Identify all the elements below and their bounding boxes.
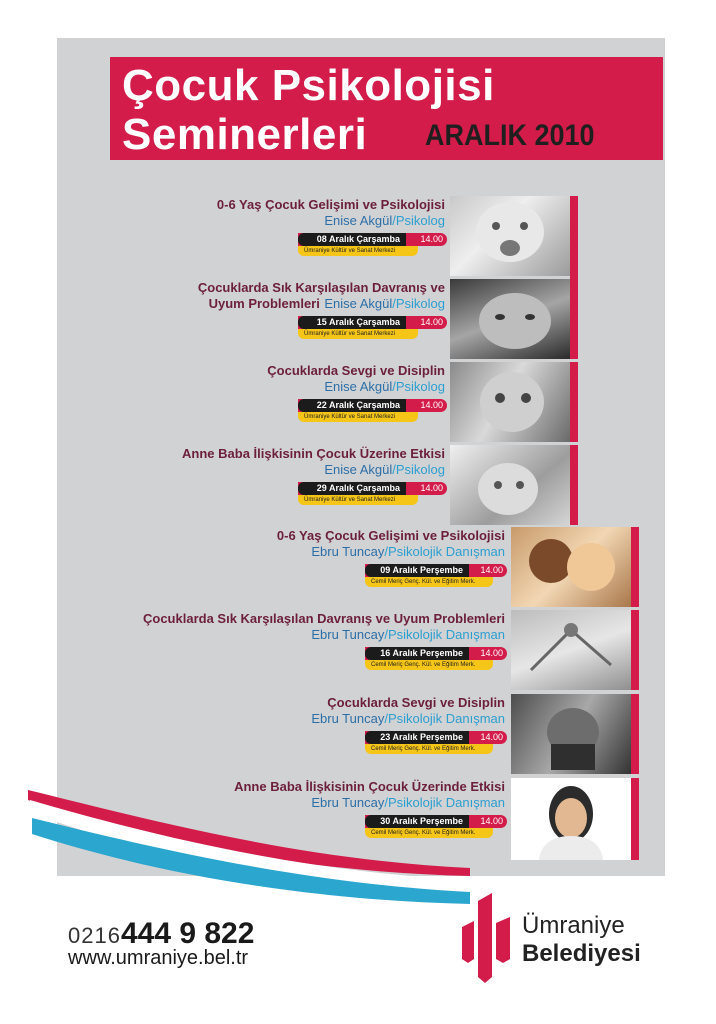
- seminar-speaker: Enise Akgül: [324, 462, 393, 477]
- seminar-photo: [511, 527, 631, 607]
- seminar-date: 09 Aralık Perşembe: [365, 564, 469, 577]
- website-link[interactable]: www.umraniye.bel.tr: [68, 947, 249, 969]
- red-strip: [631, 527, 639, 607]
- logo-line2: Belediyesi: [522, 940, 641, 967]
- date-bar: [365, 647, 507, 660]
- seminar-speaker: Ebru Tuncay: [311, 544, 385, 559]
- logo-line1: Ümraniye: [522, 912, 625, 939]
- poster-month: ARALIK 2010: [425, 119, 595, 152]
- poster-title-line1: Çocuk Psikolojisi: [122, 61, 495, 110]
- date-bar: [365, 815, 507, 828]
- seminar-role: /Psikolog: [392, 379, 445, 394]
- seminar-photo: [450, 362, 570, 442]
- seminar-venue: Cemil Meriç Genç. Kül. ve Eğitim Merk.: [365, 828, 493, 838]
- seminar-title: Çocuklarda Sevgi ve Disiplin: [267, 363, 445, 378]
- seminar-speaker: Ebru Tuncay: [311, 627, 385, 642]
- seminar-role: /Psikolog: [392, 213, 445, 228]
- seminar-venue: Ümraniye Kültür ve Sanat Merkezi: [298, 412, 418, 422]
- seminar-photo: [450, 279, 570, 359]
- seminar-photo: [450, 196, 570, 276]
- seminar-title-line2: Uyum Problemleri: [208, 296, 320, 311]
- red-strip: [631, 610, 639, 690]
- seminar-date: 16 Aralık Perşembe: [365, 647, 469, 660]
- seminar-title: 0-6 Yaş Çocuk Gelişimi ve Psikolojisi: [276, 528, 505, 543]
- red-strip: [631, 694, 639, 774]
- seminar-photo: [511, 694, 631, 774]
- seminar-venue: Cemil Meriç Genç. Kül. ve Eğitim Merk.: [365, 744, 493, 754]
- seminar-item: [120, 362, 445, 432]
- seminar-title: 0-6 Yaş Çocuk Gelişimi ve Psikolojisi: [216, 197, 445, 212]
- seminar-photo: [450, 445, 570, 525]
- seminar-item: [120, 279, 445, 349]
- seminar-venue: Cemil Meriç Genç. Kül. ve Eğitim Merk.: [365, 577, 493, 587]
- seminar-role: /Psikolog: [392, 296, 445, 311]
- date-bar: [298, 399, 447, 412]
- poster-title-line2: Seminerleri: [122, 110, 368, 159]
- seminar-speaker: Ebru Tuncay: [311, 711, 385, 726]
- seminar-time: 14.00: [480, 732, 503, 742]
- phone-main: 444 9 822: [120, 917, 255, 950]
- date-bar: [298, 233, 447, 246]
- seminar-item: [143, 610, 505, 680]
- seminar-venue: Ümraniye Kültür ve Sanat Merkezi: [298, 495, 418, 505]
- seminar-time: 14.00: [480, 565, 503, 575]
- seminar-item: [120, 196, 445, 266]
- municipality-logo-icon: [458, 893, 516, 983]
- phone-number: [68, 917, 254, 951]
- seminar-venue: Ümraniye Kültür ve Sanat Merkezi: [298, 246, 418, 256]
- speaker-portrait: [511, 778, 631, 860]
- seminar-role: /Psikolojik Danışman: [384, 544, 505, 559]
- seminar-time: 14.00: [480, 648, 503, 658]
- seminar-date: 23 Aralık Perşembe: [365, 731, 469, 744]
- seminar-role: /Psikolojik Danışman: [384, 795, 505, 810]
- municipality-name: [522, 912, 641, 968]
- seminar-venue: Ümraniye Kültür ve Sanat Merkezi: [298, 329, 418, 339]
- seminar-time: 14.00: [420, 483, 443, 493]
- seminar-date: 08 Aralık Çarşamba: [298, 233, 406, 246]
- red-strip: [631, 778, 639, 860]
- seminar-speaker: Ebru Tuncay: [311, 795, 385, 810]
- seminar-speaker: Enise Akgül: [324, 379, 393, 394]
- red-strip: [570, 279, 578, 359]
- seminar-time: 14.00: [420, 317, 443, 327]
- seminar-time: 14.00: [420, 234, 443, 244]
- seminar-venue: Cemil Meriç Genç. Kül. ve Eğitim Merk.: [365, 660, 493, 670]
- seminar-date: 15 Aralık Çarşamba: [298, 316, 406, 329]
- seminar-date: 30 Aralık Perşembe: [365, 815, 469, 828]
- red-strip: [570, 362, 578, 442]
- seminar-speaker: Enise Akgül: [324, 296, 393, 311]
- seminar-time: 14.00: [420, 400, 443, 410]
- seminar-title: Anne Baba İlişkisinin Çocuk Üzerine Etkisi: [182, 446, 445, 461]
- seminar-title: Çocuklarda Sevgi ve Disiplin: [327, 695, 505, 710]
- seminar-item: [180, 778, 505, 848]
- seminar-title: Çocuklarda Sık Karşılaşılan Davranış ve Uyum Problemleri: [143, 611, 505, 626]
- date-bar: [298, 482, 447, 495]
- seminar-date: 22 Aralık Çarşamba: [298, 399, 406, 412]
- seminar-photo: [511, 610, 631, 690]
- seminar-item: [120, 445, 445, 515]
- seminar-role: /Psikolojik Danışman: [384, 711, 505, 726]
- seminar-date: 29 Aralık Çarşamba: [298, 482, 406, 495]
- seminar-title: Anne Baba İlişkisinin Çocuk Üzerinde Etkisi: [234, 779, 505, 794]
- phone-prefix: 0216: [68, 923, 121, 948]
- seminar-item: [180, 694, 505, 764]
- date-bar: [365, 731, 507, 744]
- seminar-title: Çocuklarda Sık Karşılaşılan Davranış ve: [197, 280, 445, 295]
- seminar-item: [180, 527, 505, 597]
- date-bar: [298, 316, 447, 329]
- seminar-role: /Psikolojik Danışman: [384, 627, 505, 642]
- date-bar: [365, 564, 507, 577]
- seminar-speaker: Enise Akgül: [324, 213, 393, 228]
- red-strip: [570, 445, 578, 525]
- seminar-role: /Psikolog: [392, 462, 445, 477]
- seminar-time: 14.00: [480, 816, 503, 826]
